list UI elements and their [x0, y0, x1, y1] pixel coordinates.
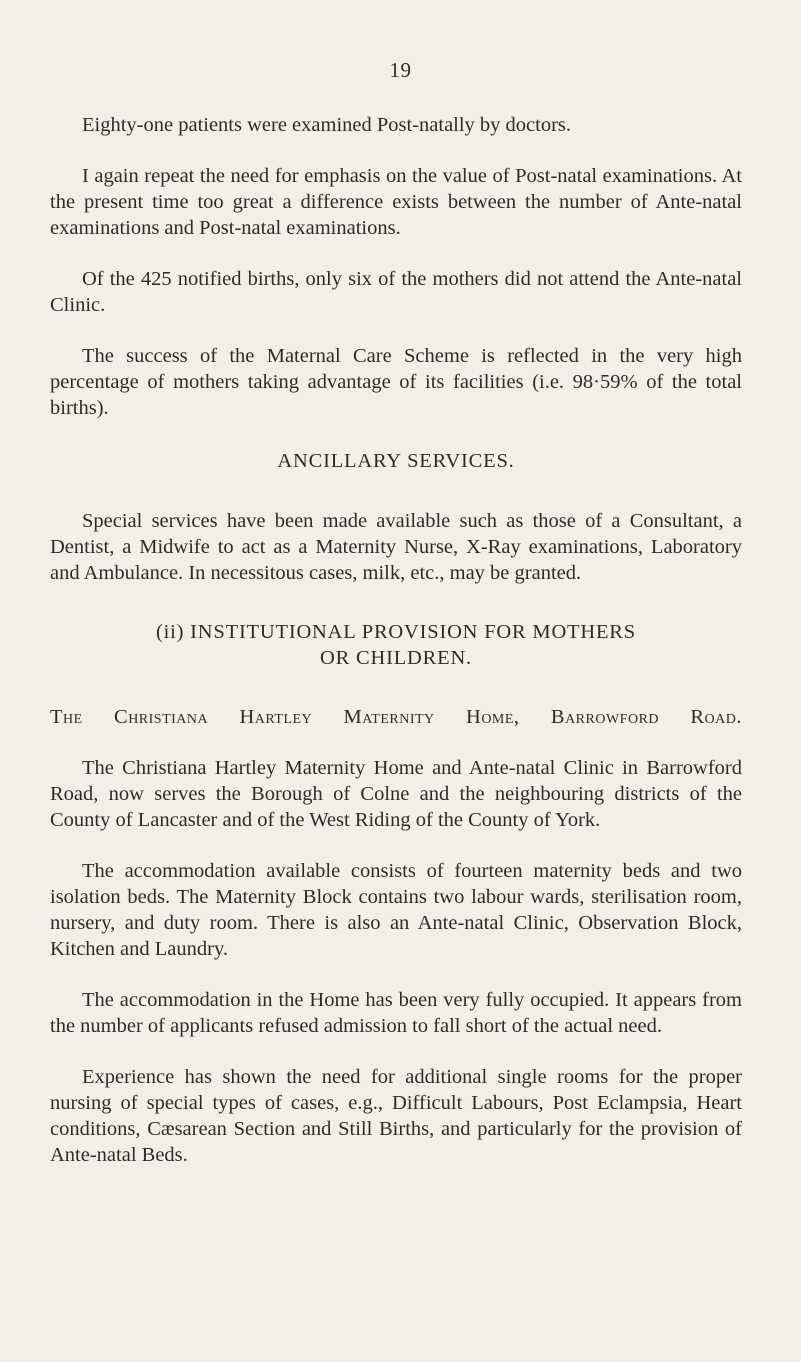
paragraph-maternal-care-success: The success of the Maternal Care Scheme is reflected in the very high percentage of mothers taking advantage of its facilities (i.e. 98·59% of the total births). — [50, 345, 742, 419]
paragraph-postnatal-emphasis: I again repeat the need for emphasis on the value of Post-natal examinations. At the present time too great a difference exists between the number of Ante-natal examinations and Post-natal examinations. — [50, 165, 742, 239]
page-number: 19 — [389, 58, 412, 82]
paragraph-special-services: Special services have been made available such as those of a Consultant, a Dentist, a Midwife to act as a Maternity Nurse, X-Ray examinations, Laboratory and Ambulance. In necessitous cases, milk, etc., may be granted. — [50, 510, 742, 584]
heading-institutional-line-1: (ii) INSTITUTIONAL PROVISION FOR MOTHERS — [156, 621, 636, 643]
heading-ancillary-services: ANCILLARY SERVICES. — [277, 450, 515, 472]
paragraph-postnatal-count: Eighty-one patients were examined Post-natally by doctors. — [82, 114, 572, 136]
paragraph-occupancy: The accommodation in the Home has been very fully occupied. It appears from the number of applicants refused admission to fall short of the actual need. — [50, 989, 742, 1037]
paragraph-accommodation: The accommodation available consists of fourteen maternity beds and two isolation beds. The Maternity Block contains two labour wards, sterilisation room, nursery, and duty room. There is also an Ante-natal Clinic, Observation Block, Kitchen and Laundry. — [50, 860, 742, 960]
heading-maternity-home: The Christiana Hartley Maternity Home, Barrowford Road. — [50, 706, 742, 728]
paragraph-maternity-home-description: The Christiana Hartley Maternity Home and Ante-natal Clinic in Barrowford Road, now serves the Borough of Colne and the neighbouring districts of the County of Lancaster and of the West Riding of the County of York. — [50, 757, 742, 831]
paragraph-additional-rooms: Experience has shown the need for additional single rooms for the proper nursing of special types of cases, e.g., Difficult Labours, Post Eclampsia, Heart conditions, Cæsarean Section and Still Births, and particularly for the provision of Ante-natal Beds. — [50, 1066, 742, 1166]
document-body — [50, 112, 742, 1168]
paragraph-notified-births: Of the 425 notified births, only six of the mothers did not attend the Ante-natal Clinic. — [50, 268, 742, 316]
heading-institutional-provision — [50, 619, 742, 671]
heading-institutional-line-2: OR CHILDREN. — [320, 647, 472, 669]
